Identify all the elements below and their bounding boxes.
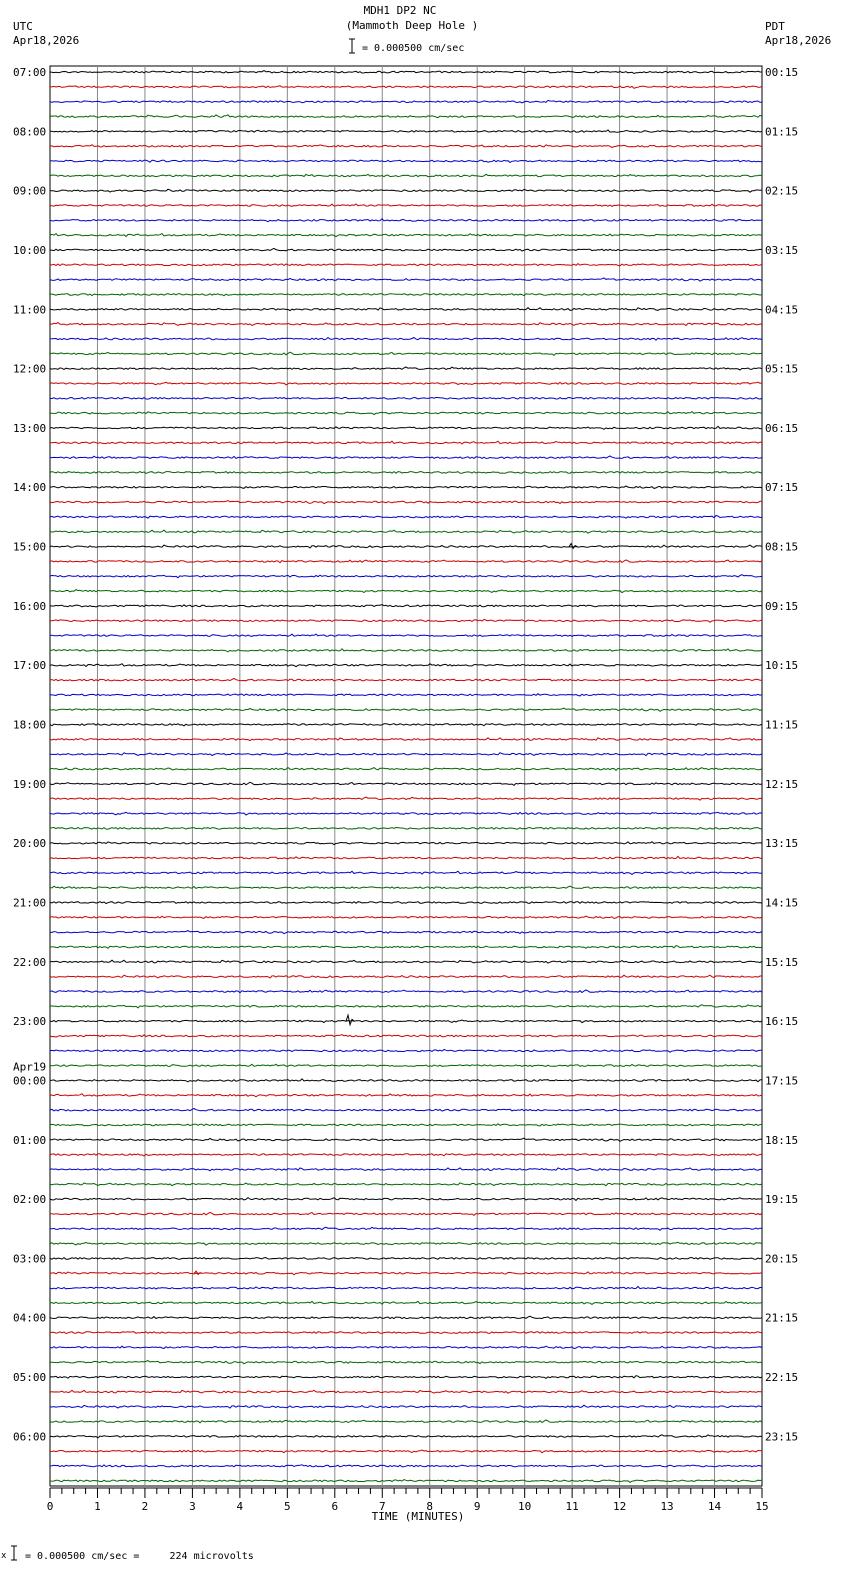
pdt-hour-label: 20:15 [765,1252,799,1266]
pdt-hour-label: 07:15 [765,481,799,495]
pdt-hour-label: 01:15 [765,125,799,139]
event-spike [569,544,577,549]
trace-43 [50,708,762,711]
utc-hour-label: 23:00 [13,1015,47,1029]
utc-hour-label: 07:00 [13,66,47,79]
utc-hour-label: 15:00 [13,540,47,554]
trace-72 [50,1138,762,1141]
trace-86 [50,1346,762,1348]
trace-31 [50,530,762,533]
trace-88 [50,1376,762,1379]
event-spike [346,1015,354,1025]
x-tick-label: 7 [378,1500,386,1513]
pdt-hour-label: 17:15 [765,1074,799,1088]
utc-hour-label: 03:00 [13,1252,47,1266]
utc-hour-label: 10:00 [13,243,47,257]
trace-51 [50,828,762,830]
trace-20 [50,367,762,370]
trace-33 [50,560,762,563]
trace-91 [50,1420,762,1423]
x-tick-label: 13 [660,1500,674,1513]
trace-1 [50,86,762,89]
x-tick-label: 14 [707,1500,722,1513]
trace-16 [50,308,762,311]
utc-hour-label: 13:00 [13,421,47,435]
pdt-hour-label: 18:15 [765,1133,799,1147]
trace-2 [50,100,762,103]
trace-6 [50,160,762,162]
pdt-hour-label: 10:15 [765,659,799,673]
trace-24 [50,426,762,429]
utc-hour-label: 09:00 [13,184,47,198]
x-tick-label: 3 [189,1500,196,1513]
pdt-hour-label: 15:15 [765,955,799,969]
pdt-hour-label: 08:15 [765,540,799,554]
pdt-hour-label: 19:15 [765,1193,799,1207]
utc-hour-label: 06:00 [13,1430,47,1444]
trace-63 [50,1005,762,1008]
trace-73 [50,1154,762,1156]
trace-44 [50,724,762,726]
trace-57 [50,916,762,918]
trace-12 [50,248,762,251]
trace-3 [50,115,762,118]
trace-75 [50,1183,762,1186]
utc-hour-label: 12:00 [13,362,47,376]
trace-25 [50,441,762,444]
trace-93 [50,1450,762,1453]
trace-54 [50,871,762,874]
trace-18 [50,338,762,341]
scale-label: = 0.000500 cm/sec [362,43,465,54]
trace-92 [50,1435,762,1438]
right-date: Apr18,2026 [765,34,832,47]
trace-65 [50,1035,762,1037]
trace-64 [50,1020,762,1023]
trace-56 [50,902,762,904]
utc-hour-label: 11:00 [13,303,47,317]
utc-hour-label: 16:00 [13,599,47,613]
pdt-hour-label: 22:15 [765,1371,799,1385]
trace-0 [50,71,762,74]
utc-hour-label: 19:00 [13,777,47,791]
utc-hour-label: 04:00 [13,1311,47,1325]
trace-78 [50,1227,762,1230]
utc-hour-label: 02:00 [13,1193,47,1207]
trace-76 [50,1198,762,1201]
pdt-hour-label: 14:15 [765,896,799,910]
trace-30 [50,516,762,519]
trace-14 [50,278,762,281]
utc-hour-label: 14:00 [13,481,47,495]
x-tick-label: 1 [94,1500,101,1513]
pdt-hour-label: 11:15 [765,718,799,732]
trace-35 [50,590,762,593]
trace-89 [50,1390,762,1393]
pdt-hour-label: 00:15 [765,66,799,79]
trace-27 [50,472,762,474]
pdt-hour-label: 21:15 [765,1311,799,1325]
utc-hour-label: 17:00 [13,659,47,673]
utc-hour-label: 00:00 [13,1074,47,1088]
trace-47 [50,768,762,771]
trace-84 [50,1316,762,1318]
x-tick-label: 9 [473,1500,481,1513]
trace-29 [50,501,762,504]
trace-50 [50,812,762,815]
trace-67 [50,1064,762,1066]
trace-77 [50,1212,762,1215]
calibration-label: = 0.000500 cm/sec = 224 microvolts [25,1551,254,1562]
trace-48 [50,782,762,785]
trace-61 [50,975,762,978]
trace-87 [50,1361,762,1364]
trace-39 [50,649,762,652]
x-tick-label: 10 [518,1500,532,1513]
left-timezone: UTC [13,20,33,33]
site-title: (Mammoth Deep Hole ) [345,19,479,32]
trace-90 [50,1405,762,1408]
trace-11 [50,234,762,237]
trace-32 [50,545,762,548]
trace-34 [50,575,762,578]
trace-82 [50,1287,762,1290]
trace-45 [50,738,762,741]
trace-9 [50,204,762,206]
right-timezone: PDT [765,20,785,33]
trace-10 [50,219,762,222]
utc-hour-label: 08:00 [13,125,47,139]
utc-hour-label: 01:00 [13,1133,47,1147]
x-tick-label: 11 [565,1500,579,1513]
trace-23 [50,412,762,415]
trace-69 [50,1094,762,1097]
trace-4 [50,130,762,132]
trace-37 [50,619,762,622]
trace-41 [50,679,762,682]
x-tick-label: 5 [284,1500,291,1513]
pdt-hour-label: 16:15 [765,1015,799,1029]
x-tick-label: 4 [236,1500,244,1513]
x-tick-label: 2 [141,1500,149,1513]
date-change-label: Apr19 [13,1060,47,1074]
trace-21 [50,382,762,385]
trace-62 [50,990,762,993]
x-tick-label: 12 [612,1500,627,1513]
trace-53 [50,856,762,859]
trace-22 [50,398,762,400]
utc-hour-label: 05:00 [13,1371,47,1385]
trace-66 [50,1050,762,1053]
x-tick-label: 0 [46,1500,54,1513]
trace-17 [50,323,762,326]
trace-28 [50,486,762,488]
trace-42 [50,694,762,696]
pdt-hour-label: 09:15 [765,599,799,613]
trace-80 [50,1258,762,1260]
trace-8 [50,189,762,192]
trace-26 [50,456,762,459]
footer-mark: x [1,1551,7,1561]
left-date: Apr18,2026 [13,34,80,47]
trace-38 [50,634,762,636]
trace-58 [50,931,762,934]
utc-hour-label: 18:00 [13,718,47,732]
trace-60 [50,960,762,963]
trace-46 [50,753,762,756]
utc-hour-label: 20:00 [13,837,47,851]
pdt-hour-label: 05:15 [765,362,799,376]
x-tick-label: 6 [331,1500,339,1513]
trace-83 [50,1301,762,1304]
trace-5 [50,145,762,148]
pdt-hour-label: 04:15 [765,303,799,317]
trace-68 [50,1079,762,1082]
x-axis-label: TIME (MINUTES) [371,1510,465,1523]
trace-52 [50,842,762,845]
pdt-hour-label: 23:15 [765,1430,799,1444]
trace-13 [50,264,762,266]
pdt-hour-label: 13:15 [765,837,799,851]
trace-59 [50,946,762,949]
trace-15 [50,294,762,296]
trace-94 [50,1465,762,1467]
pdt-hour-label: 03:15 [765,243,799,257]
x-tick-label: 15 [755,1500,769,1513]
trace-85 [50,1332,762,1334]
trace-81 [50,1272,762,1275]
trace-36 [50,605,762,607]
pdt-hour-label: 06:15 [765,421,799,435]
pdt-hour-label: 12:15 [765,777,799,791]
trace-49 [50,797,762,800]
utc-hour-label: 21:00 [13,896,47,910]
trace-19 [50,352,762,355]
trace-79 [50,1242,762,1245]
trace-40 [50,664,762,667]
trace-71 [50,1124,762,1126]
trace-7 [50,174,762,176]
pdt-hour-label: 02:15 [765,184,799,198]
station-title: MDH1 DP2 NC [363,4,437,17]
trace-70 [50,1109,762,1112]
x-tick-label: 8 [426,1500,434,1513]
trace-74 [50,1168,762,1171]
trace-95 [50,1480,762,1483]
utc-hour-label: 22:00 [13,955,47,969]
trace-55 [50,886,762,888]
